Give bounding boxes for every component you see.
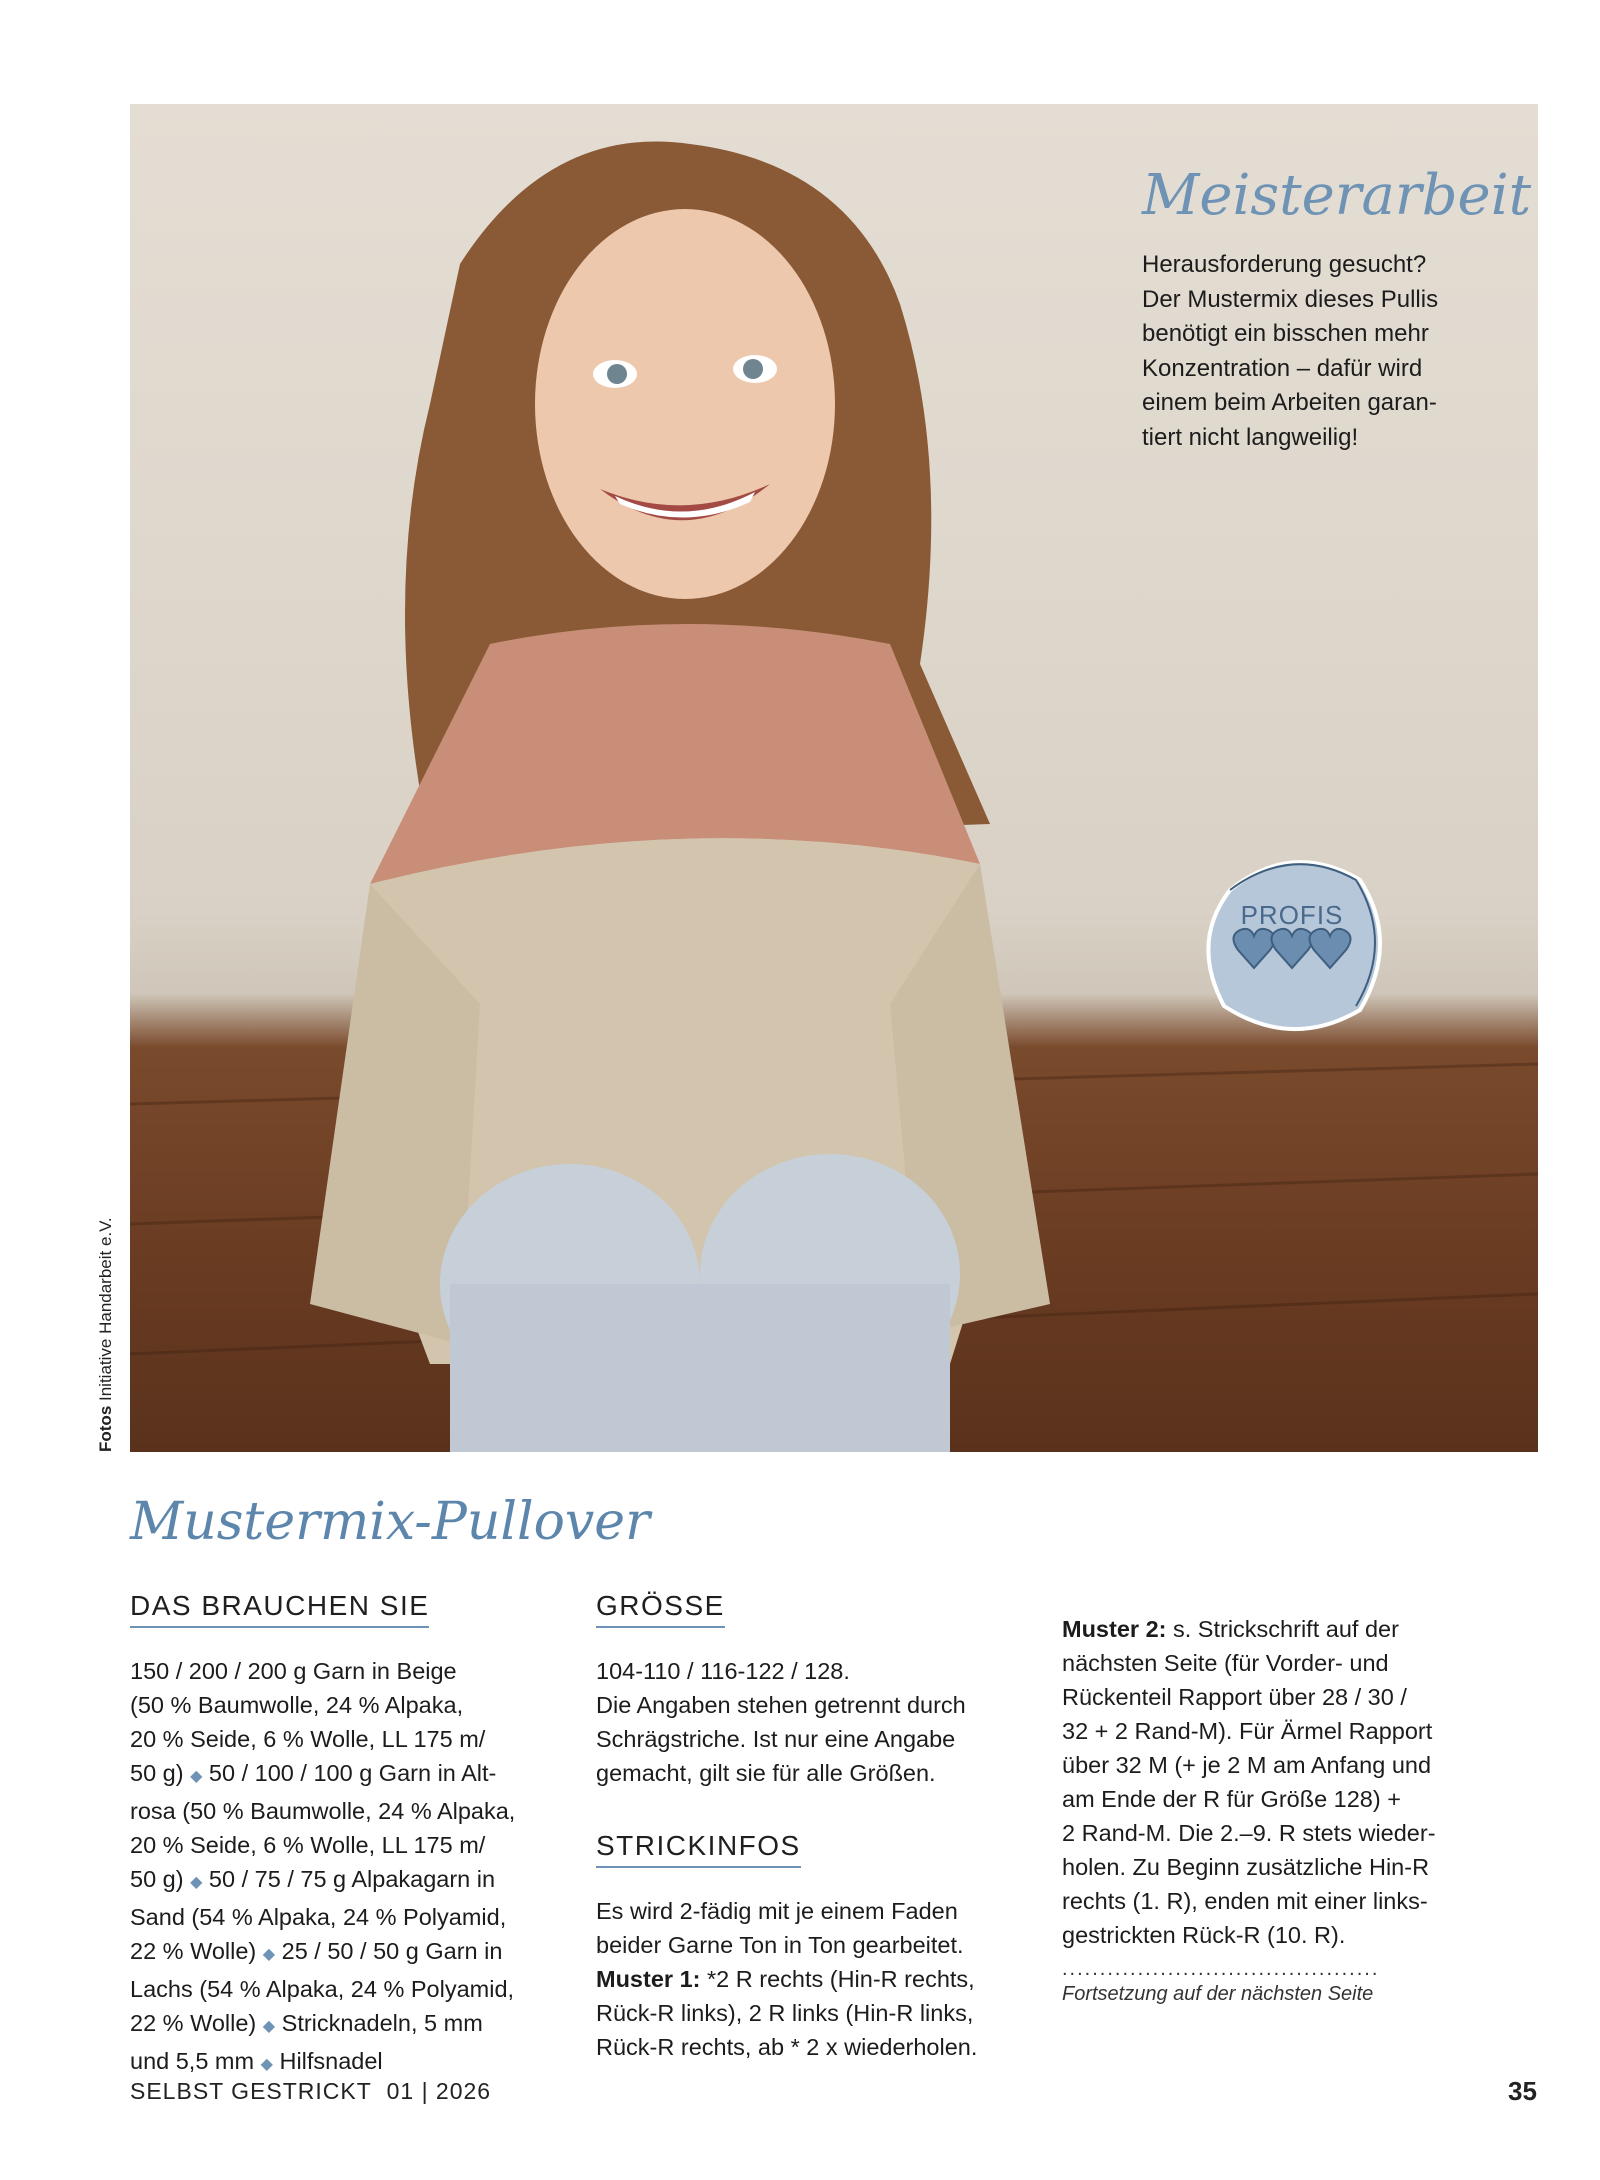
pattern-line: gestrickten Rück-R (10. R). <box>1062 1922 1346 1948</box>
pattern-line: über 32 M (+ je 2 M am Anfang und <box>1062 1752 1432 1778</box>
sidebar-line: benötigt ein bisschen mehr <box>1142 320 1429 347</box>
materials-line: 150 / 200 / 200 g Garn in Beige <box>130 1658 457 1684</box>
bullet-icon: ◆ <box>190 1768 203 1785</box>
info-line: beider Garne Ton in Ton gearbeitet. <box>596 1932 964 1958</box>
materials-line: 22 % Wolle) ◆ Stricknadeln, 5 mm <box>130 2010 483 2036</box>
sidebar-text <box>1142 248 1482 455</box>
muster2-label: Muster 2: <box>1062 1616 1167 1642</box>
materials-line: (50 % Baumwolle, 24 % Alpaka, <box>130 1692 464 1718</box>
sidebar-line: einem beim Arbeiten garan- <box>1142 389 1437 416</box>
credit-text: Initiative Handarbeit e.V. <box>96 1217 115 1406</box>
dotted-divider: .......................................... <box>1062 1958 1380 1980</box>
difficulty-badge <box>1200 850 1384 1034</box>
pattern-line: 2 Rand-M. Die 2.–9. R stets wieder- <box>1062 1820 1436 1846</box>
size-line: gemacht, gilt sie für alle Größen. <box>596 1760 936 1786</box>
pattern-line: holen. Zu Beginn zusätzliche Hin-R <box>1062 1854 1430 1880</box>
sidebar-line: Der Mustermix dieses Pullis <box>1142 285 1439 313</box>
pattern-line <box>1062 1612 1502 1646</box>
page-number: 35 <box>1508 2076 1537 2106</box>
materials-line: 50 g) ◆ 50 / 100 / 100 g Garn in Alt- <box>130 1760 497 1786</box>
info-line: Rück-R rechts, ab * 2 x wiederholen. <box>596 2034 978 2060</box>
bullet-icon: ◆ <box>262 2018 276 2035</box>
bullet-icon: ◆ <box>260 2056 273 2073</box>
materials-line: rosa (50 % Baumwolle, 24 % Alpaka, <box>130 1798 516 1824</box>
pattern-line: nächsten Seite (für Vorder- und <box>1062 1650 1389 1676</box>
materials-line: und 5,5 mm ◆ Hilfsnadel <box>130 2048 383 2074</box>
issue-number: 01 | 2026 <box>386 2078 492 2104</box>
info-line: Es wird 2-fädig mit je einem Faden <box>596 1898 958 1924</box>
photo-credit <box>96 1217 116 1452</box>
materials-line: Sand (54 % Alpaka, 24 % Polyamid, <box>130 1904 507 1930</box>
materials-line: 22 % Wolle) ◆ 25 / 50 / 50 g Garn in <box>130 1938 503 1964</box>
size-text <box>596 1654 1036 1790</box>
materials-line: Lachs (54 % Alpaka, 24 % Polyamid, <box>130 1976 515 2002</box>
size-info-column <box>596 1590 1036 2064</box>
knitting-info-text <box>596 1894 1036 2064</box>
pattern-line: 32 + 2 Rand-M). Für Ärmel Rapport <box>1062 1718 1433 1744</box>
badge-label: PROFIS <box>1240 900 1344 930</box>
materials-line: 50 g) ◆ 50 / 75 / 75 g Alpakagarn in <box>130 1866 496 1892</box>
info-line <box>596 1962 1036 1996</box>
magazine-name: SELBST GESTRICKT <box>130 2078 372 2104</box>
muster2-text: s. Strickschrift auf der <box>1166 1616 1399 1642</box>
article-title: Mustermix-Pullover <box>130 1492 650 1552</box>
bullet-icon: ◆ <box>190 1874 203 1891</box>
muster1-text: *2 R rechts (Hin-R rechts, <box>700 1966 975 1992</box>
pattern-column <box>1062 1612 1502 2006</box>
footer-magazine <box>130 2078 491 2105</box>
sidebar-title: Meisterarbeit <box>1142 163 1532 228</box>
size-heading: GRÖSSE <box>596 1590 725 1628</box>
continue-note: Fortsetzung auf der nächsten Seite <box>1062 1983 1374 2005</box>
materials-line: 20 % Seide, 6 % Wolle, LL 175 m/ <box>130 1726 486 1752</box>
sidebar-line: Konzentration – dafür wird <box>1142 354 1423 382</box>
materials-heading: DAS BRAUCHEN SIE <box>130 1590 429 1628</box>
size-line: 104-110 / 116-122 / 128. <box>596 1658 850 1684</box>
materials-text <box>130 1654 560 2082</box>
badge-shape <box>1200 850 1384 1034</box>
pattern-line: rechts (1. R), enden mit einer links- <box>1062 1888 1428 1914</box>
credit-bold: Fotos <box>96 1405 115 1452</box>
pattern-line: am Ende der R für Größe 128) + <box>1062 1786 1401 1812</box>
sidebar-line: Herausforderung gesucht? <box>1142 251 1427 278</box>
sidebar-line: tiert nicht langweilig! <box>1142 423 1359 451</box>
muster1-label: Muster 1: <box>596 1966 701 1992</box>
info-line: Rück-R links), 2 R links (Hin-R links, <box>596 2000 974 2026</box>
size-line: Die Angaben stehen getrennt durch <box>596 1692 966 1718</box>
materials-line: 20 % Seide, 6 % Wolle, LL 175 m/ <box>130 1832 486 1858</box>
materials-column <box>130 1590 560 2082</box>
size-line: Schrägstriche. Ist nur eine Angabe <box>596 1726 956 1752</box>
pattern-text <box>1062 1612 1502 1952</box>
bullet-icon: ◆ <box>262 1946 276 1963</box>
pattern-line: Rückenteil Rapport über 28 / 30 / <box>1062 1684 1407 1710</box>
knitting-info-heading: STRICKINFOS <box>596 1830 801 1868</box>
